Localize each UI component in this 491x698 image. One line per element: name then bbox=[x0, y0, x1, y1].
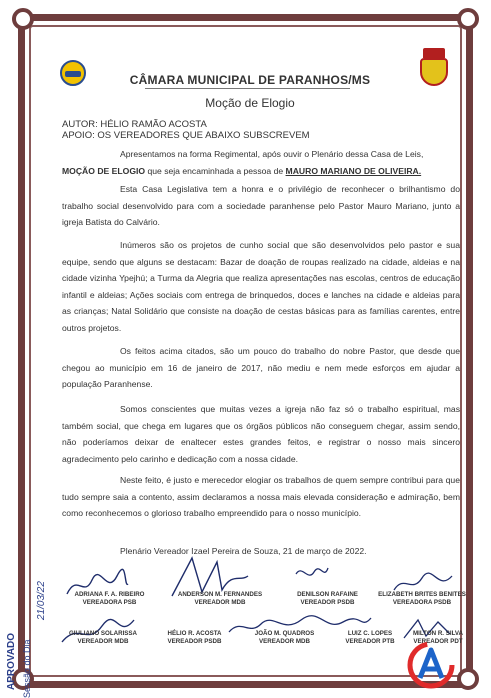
signature-block: GIULIANO SOLARISSA VEREADOR MDB bbox=[68, 630, 138, 645]
approval-status: APROVADO bbox=[6, 632, 17, 690]
paragraph-4: Os feitos acima citados, são um pouco do trabalho do nobre Pastor, que desde que chegou ao município em 16 de janeiro de 2017, não mediu e nem mede esforços em ajudar a população Paranhense. bbox=[62, 346, 460, 389]
author-line: AUTOR: HÉLIO RAMÃO ACOSTA bbox=[62, 119, 207, 130]
chamber-seal-icon bbox=[60, 60, 86, 86]
signature-block: ELIZABETH BRITES BENITES VEREADORA PSDB bbox=[378, 591, 466, 606]
signature-block: LUIZ C. LOPES VEREADOR PTB bbox=[345, 630, 395, 645]
approval-session: Sessão do Dia bbox=[22, 639, 32, 698]
paragraph-1: Apresentamos na forma Regimental, após ouvir o Plenário dessa Casa de Leis, MOÇÃO DE ELOGIO que seja encaminhada a pessoa de MAURO MARIANO DE OLIVEIRA. bbox=[62, 149, 424, 176]
approval-date: 21/03/22 bbox=[36, 581, 47, 620]
document-title: CÂMARA MUNICIPAL DE PARANHOS/MS bbox=[129, 73, 371, 87]
paragraph-5: Somos conscientes que muitas vezes a igreja não faz só o trabalho espiritual, mas também social, que chega em lugares que os órgãos públicos não conseguem chegar, assim sendo, não poderíamos deixar de enaltecer estes grandes feitos, e registrar o nosso mais sincero agradecimento pelo carinho e dedicação com a nossa cidade. bbox=[62, 404, 460, 464]
support-line: APOIO: OS VEREADORES QUE ABAIXO SUBSCREVEM bbox=[62, 130, 310, 141]
paragraph-2: Esta Casa Legislativa tem a honra e o privilégio de reconhecer o brilhantismo do trabalho social desenvolvido para com a sociedade paranhense pelo Pastor Mauro Mariano, junto a igreja Batista do Calvário. bbox=[62, 184, 460, 227]
paragraph-3: Inúmeros são os projetos de cunho social que são desenvolvidos pelo pastor e sua equipe, sendo que alguns se destacam: Bazar de doação de roupas realizado na cidade, aldeias e na cidade vizinha Ypejhú; a Turma da Alegria que realiza apresentações nas escolas, centros de educação infantil e aldeias; Ações sociais com entrega de brinquedos, doces e lanches na cidade e aldeias para as crianças; Natal Solidário que consiste na doação de cestas básicas para as famílias carentes, entre outros projetos. bbox=[62, 240, 460, 333]
signature-block: ANDERSON M. FERNANDES VEREADOR MDB bbox=[177, 591, 263, 606]
border-corner-ornament bbox=[457, 8, 479, 30]
paragraph-6: Neste feito, é justo e merecedor elogiar os trabalhos de quem sempre contribui para que tudo sempre saia a contento, assim declaramos a nossa mais elevada consideração e admiração, bem como reconhecemos o glorioso trabalho empreendido para o nosso município. bbox=[62, 475, 460, 518]
municipal-coat-of-arms-icon bbox=[418, 48, 450, 88]
title-underline bbox=[145, 88, 350, 89]
signature-block: ADRIANA F. A. RIBEIRO VEREADORA PSB bbox=[74, 591, 145, 606]
signature-block: JOÃO M. QUADROS VEREADOR MDB bbox=[254, 630, 315, 645]
honoree-name: MAURO MARIANO DE OLIVEIRA. bbox=[285, 165, 422, 176]
signature-block: HÉLIO R. ACOSTA VEREADOR PSDB bbox=[167, 630, 222, 645]
signature-block: DENILSON RAFAINE VEREADOR PSDB bbox=[297, 591, 358, 606]
approval-stamp bbox=[2, 560, 62, 698]
brand-logo-icon bbox=[406, 640, 456, 690]
date-line: Plenário Vereador Izael Pereira de Souza, 21 de março de 2022. bbox=[120, 546, 367, 556]
signature-block: MILTON R. SILVA VEREADOR PDT bbox=[412, 630, 464, 645]
border-corner-ornament bbox=[12, 8, 34, 30]
signature-scrawl bbox=[292, 562, 332, 586]
border-corner-ornament bbox=[457, 668, 479, 690]
document-subtitle: Moção de Elogio bbox=[205, 96, 295, 110]
